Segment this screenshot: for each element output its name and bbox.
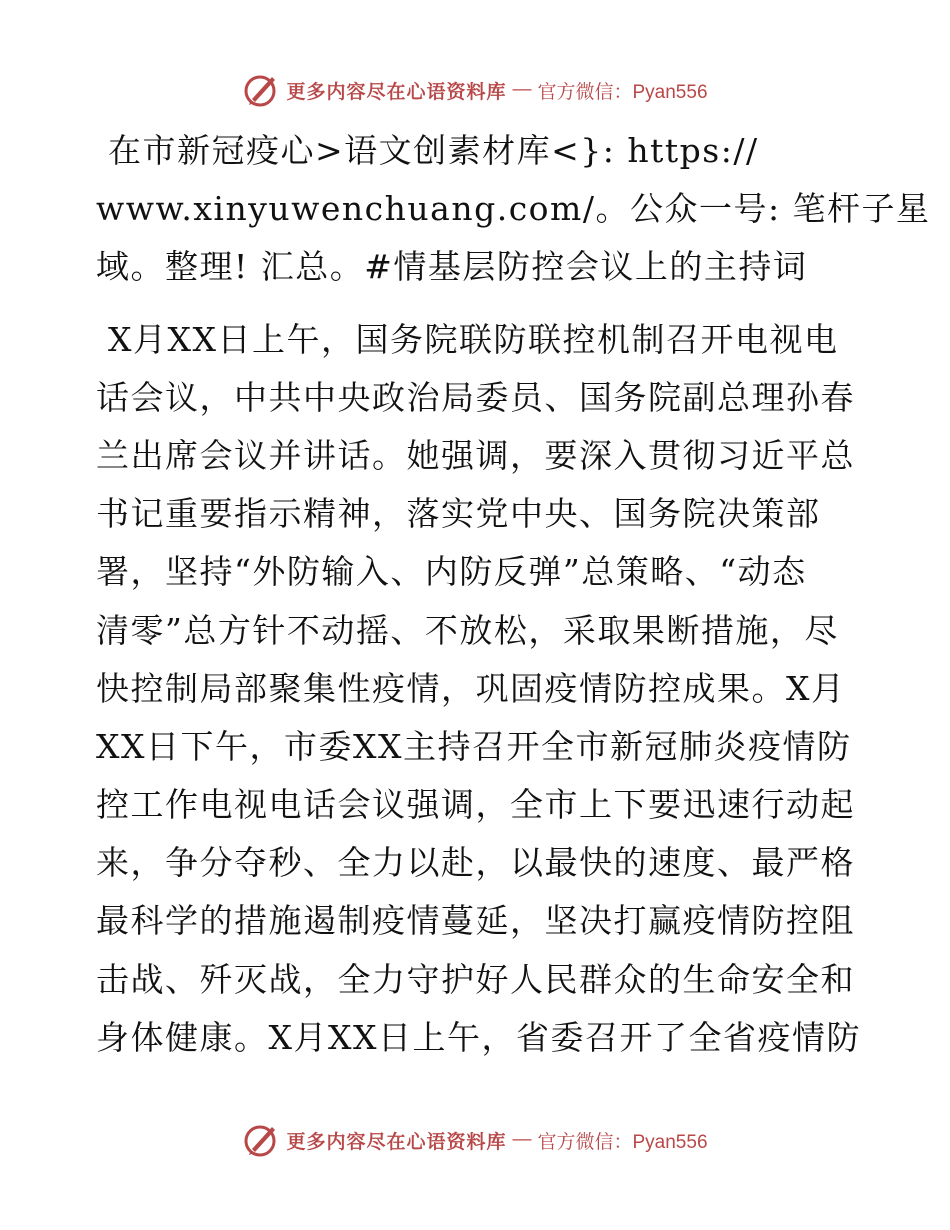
paragraph-gap [96,297,856,311]
banner-wechat: 官方微信：Pyan556 [537,81,708,103]
body-line: 署，坚持“外防输入、内防反弹”总策略、“动态 [96,552,807,592]
heading-line: 域。整理! 汇总。#情基层防控会议上的主持词 [96,247,808,287]
body-line: 控工作电视电话会议强调，全市上下要迅速行动起 [96,785,855,825]
body-line: 清零”总方针不动摇、不放松，采取果断措施，尽 [96,610,839,650]
body-line: XX日下午，市委XX主持召开全市新冠肺炎疫情防 [96,726,852,766]
banner-separator: — [512,79,532,100]
banner-separator: — [512,1129,532,1150]
body-line: 身体健康。X月XX日上午，省委召开了全省疫情防 [96,1017,861,1057]
banner-title: 更多内容尽在心语资料库 [286,81,507,103]
body-line: 击战、歼灭战，全力守护好人民群众的生命安全和 [96,959,855,999]
quill-pen-seal-icon [242,71,280,109]
body-line: X月XX日上午，国务院联防联控机制召开电视电 [108,319,839,359]
body-line: 最科学的措施遏制疫情蔓延，坚决打赢疫情防控阻 [96,901,855,941]
body-line: 快控制局部聚集性疫情，巩固疫情防控成果。X月 [96,668,846,708]
body-line: 兰出席会议并讲话。她强调，要深入贯彻习近平总 [96,435,855,475]
footer-banner [0,1118,950,1162]
body-line: 书记重要指示精神，落实党中央、国务院决策部 [96,494,821,534]
document-body [96,122,931,1067]
body-line: 话会议，中共中央政治局委员、国务院副总理孙春 [96,377,855,417]
header-banner [0,68,950,112]
heading-line: 在市新冠疫心>语文创素材库<}: https:// [108,131,759,170]
heading-line: www.xinyuwenchuang.com/。公众一号: 笔杆子星 [96,189,931,229]
banner-title: 更多内容尽在心语资料库 [286,1131,507,1153]
quill-pen-seal-icon [242,1121,280,1159]
banner-wechat: 官方微信：Pyan556 [537,1131,708,1153]
body-line: 来，争分夺秒、全力以赴，以最快的速度、最严格 [96,843,855,883]
